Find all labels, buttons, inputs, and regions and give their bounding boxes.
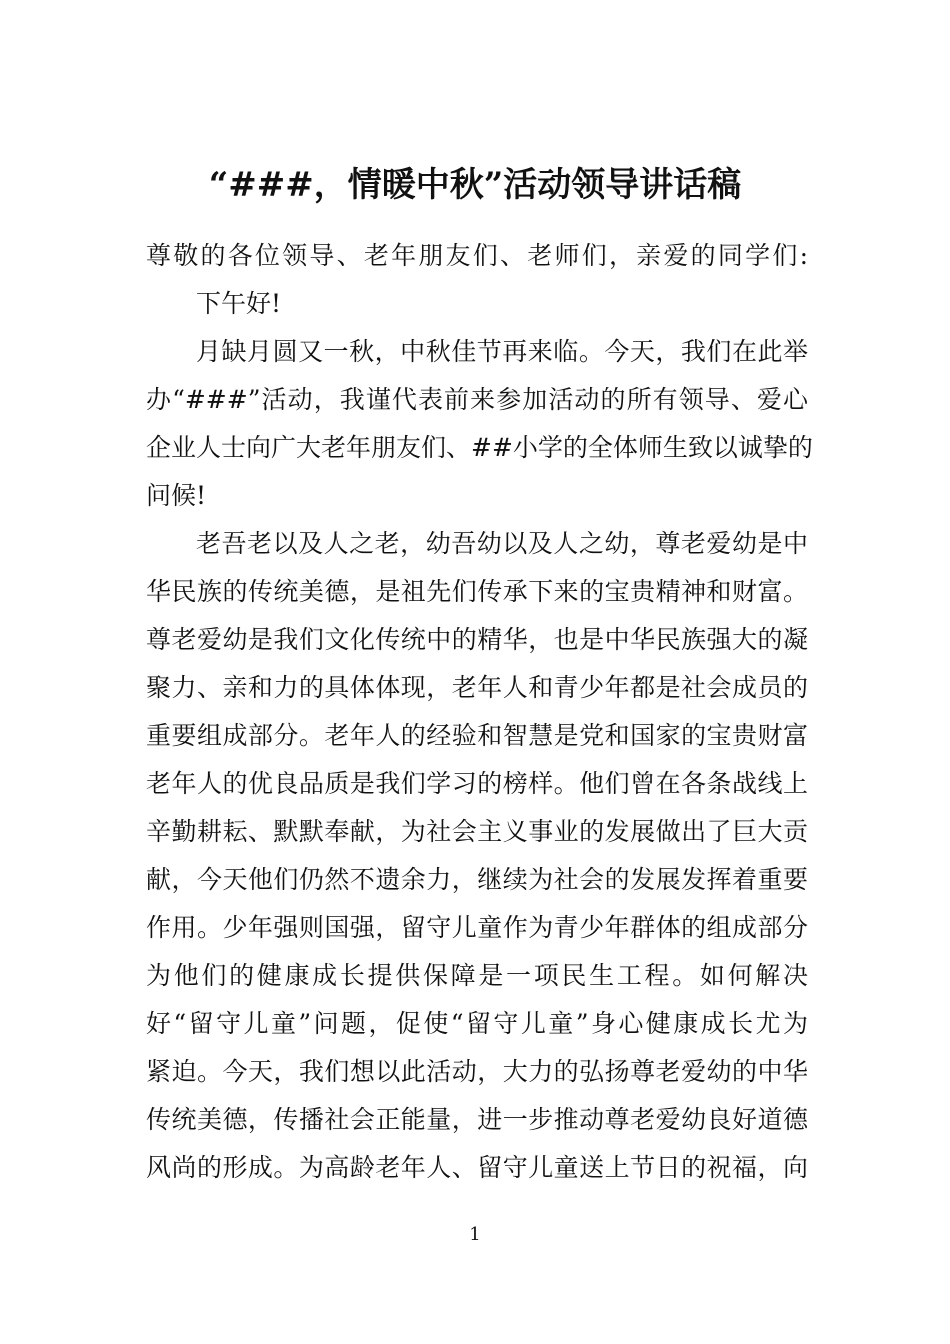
text-line: 尊老爱幼是我们文化传统中的精华，也是中华民族强大的凝 <box>146 625 808 654</box>
text-line: 问候! <box>146 481 207 510</box>
text-line: 传统美德，传播社会正能量，进一步推动尊老爱幼良好道德 <box>146 1105 808 1134</box>
text-line: 好“留守儿童”问题，促使“留守儿童”身心健康成长尤为 <box>146 1009 808 1038</box>
document-body <box>146 232 813 1192</box>
text-line: 月缺月圆又一秋，中秋佳节再来临。今天，我们在此举 <box>196 337 808 366</box>
text-line: 企业人士向广大老年朋友们、##小学的全体师生致以诚挚的 <box>146 433 813 462</box>
page-number: 1 <box>469 1224 481 1245</box>
text-line: 华民族的传统美德，是祖先们传承下来的宝贵精神和财富。 <box>146 577 808 606</box>
text-line: 重要组成部分。老年人的经验和智慧是党和国家的宝贵财富 <box>146 721 808 750</box>
text-line: 老吾老以及人之老，幼吾幼以及人之幼，尊老爱幼是中 <box>196 529 808 558</box>
document-title: “###，情暖中秋”活动领导讲话稿 <box>208 165 742 205</box>
text-line: 辛勤耕耘、默默奉献，为社会主义事业的发展做出了巨大贡 <box>146 817 808 846</box>
text-line: 办“###”活动，我谨代表前来参加活动的所有领导、爱心 <box>146 385 808 414</box>
text-line: 为他们的健康成长提供保障是一项民生工程。如何解决 <box>146 961 808 990</box>
text-line: 下午好! <box>196 289 282 318</box>
text-line: 聚力、亲和力的具体体现，老年人和青少年都是社会成员的 <box>146 673 808 702</box>
text-line: 老年人的优良品质是我们学习的榜样。他们曾在各条战线上 <box>146 769 808 798</box>
text-line: 尊敬的各位领导、老年朋友们、老师们，亲爱的同学们: <box>146 241 808 270</box>
text-line: 风尚的形成。为高龄老年人、留守儿童送上节日的祝福，向 <box>146 1153 808 1182</box>
text-line: 作用。少年强则国强，留守儿童作为青少年群体的组成部分 <box>146 913 808 942</box>
text-line: 献，今天他们仍然不遗余力，继续为社会的发展发挥着重要 <box>146 865 808 894</box>
text-line: 紧迫。今天，我们想以此活动，大力的弘扬尊老爱幼的中华 <box>146 1057 808 1086</box>
